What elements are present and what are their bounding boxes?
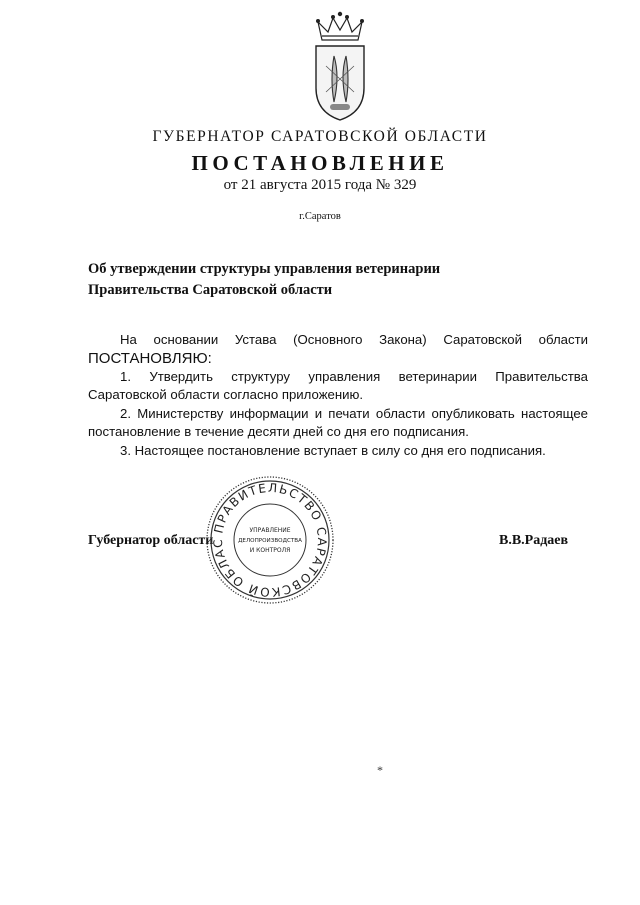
document-place: г.Саратов: [299, 211, 341, 222]
document-date-number: от 21 августа 2015 года № 329: [223, 177, 417, 193]
document-body: [88, 331, 588, 460]
issuing-authority: ГУБЕРНАТОР САРАТОВСКОЙ ОБЛАСТИ: [152, 128, 488, 145]
seal-icon: [204, 474, 336, 606]
body-item-1: 1. Утвердить структуру управления ветеринарии Правительства Саратовской области согласно приложению.: [88, 368, 588, 402]
signer-name: В.В.Радаев: [499, 533, 569, 548]
document-title-line-2: Правительства Саратовской области: [88, 282, 333, 298]
document-type: ПОСТАНОВЛЕНИЕ: [191, 151, 449, 175]
footer-mark: *: [377, 763, 383, 777]
signer-position: Губернатор области: [88, 533, 214, 548]
body-item-2: 2. Министерству информации и печати области опубликовать настоящее постановление в течение десяти дней со дня его подписания.: [88, 405, 588, 439]
coat-of-arms-icon: [300, 10, 380, 122]
document-title: [88, 259, 548, 301]
body-intro: На основании Устава (Основного Закона) Саратовской области: [120, 332, 588, 347]
seal-center-line-2: ДЕЛОПРОИЗВОДСТВА: [238, 538, 302, 544]
seal-center-line-3: И КОНТРОЛЯ: [249, 547, 291, 554]
body-item-3: 3. Настоящее постановление вступает в силу со дня его подписания.: [120, 442, 546, 458]
seal-center-line-1: УПРАВЛЕНИЕ: [249, 527, 291, 534]
body-order-word: ПОСТАНОВЛЯЮ:: [88, 349, 212, 367]
document-title-line-1: Об утверждении структуры управления ветеринарии: [88, 261, 441, 277]
seal-ring-text: ПРАВИТЕЛЬСТВО САРАТОВСКОЙ ОБЛАС: [210, 480, 330, 600]
